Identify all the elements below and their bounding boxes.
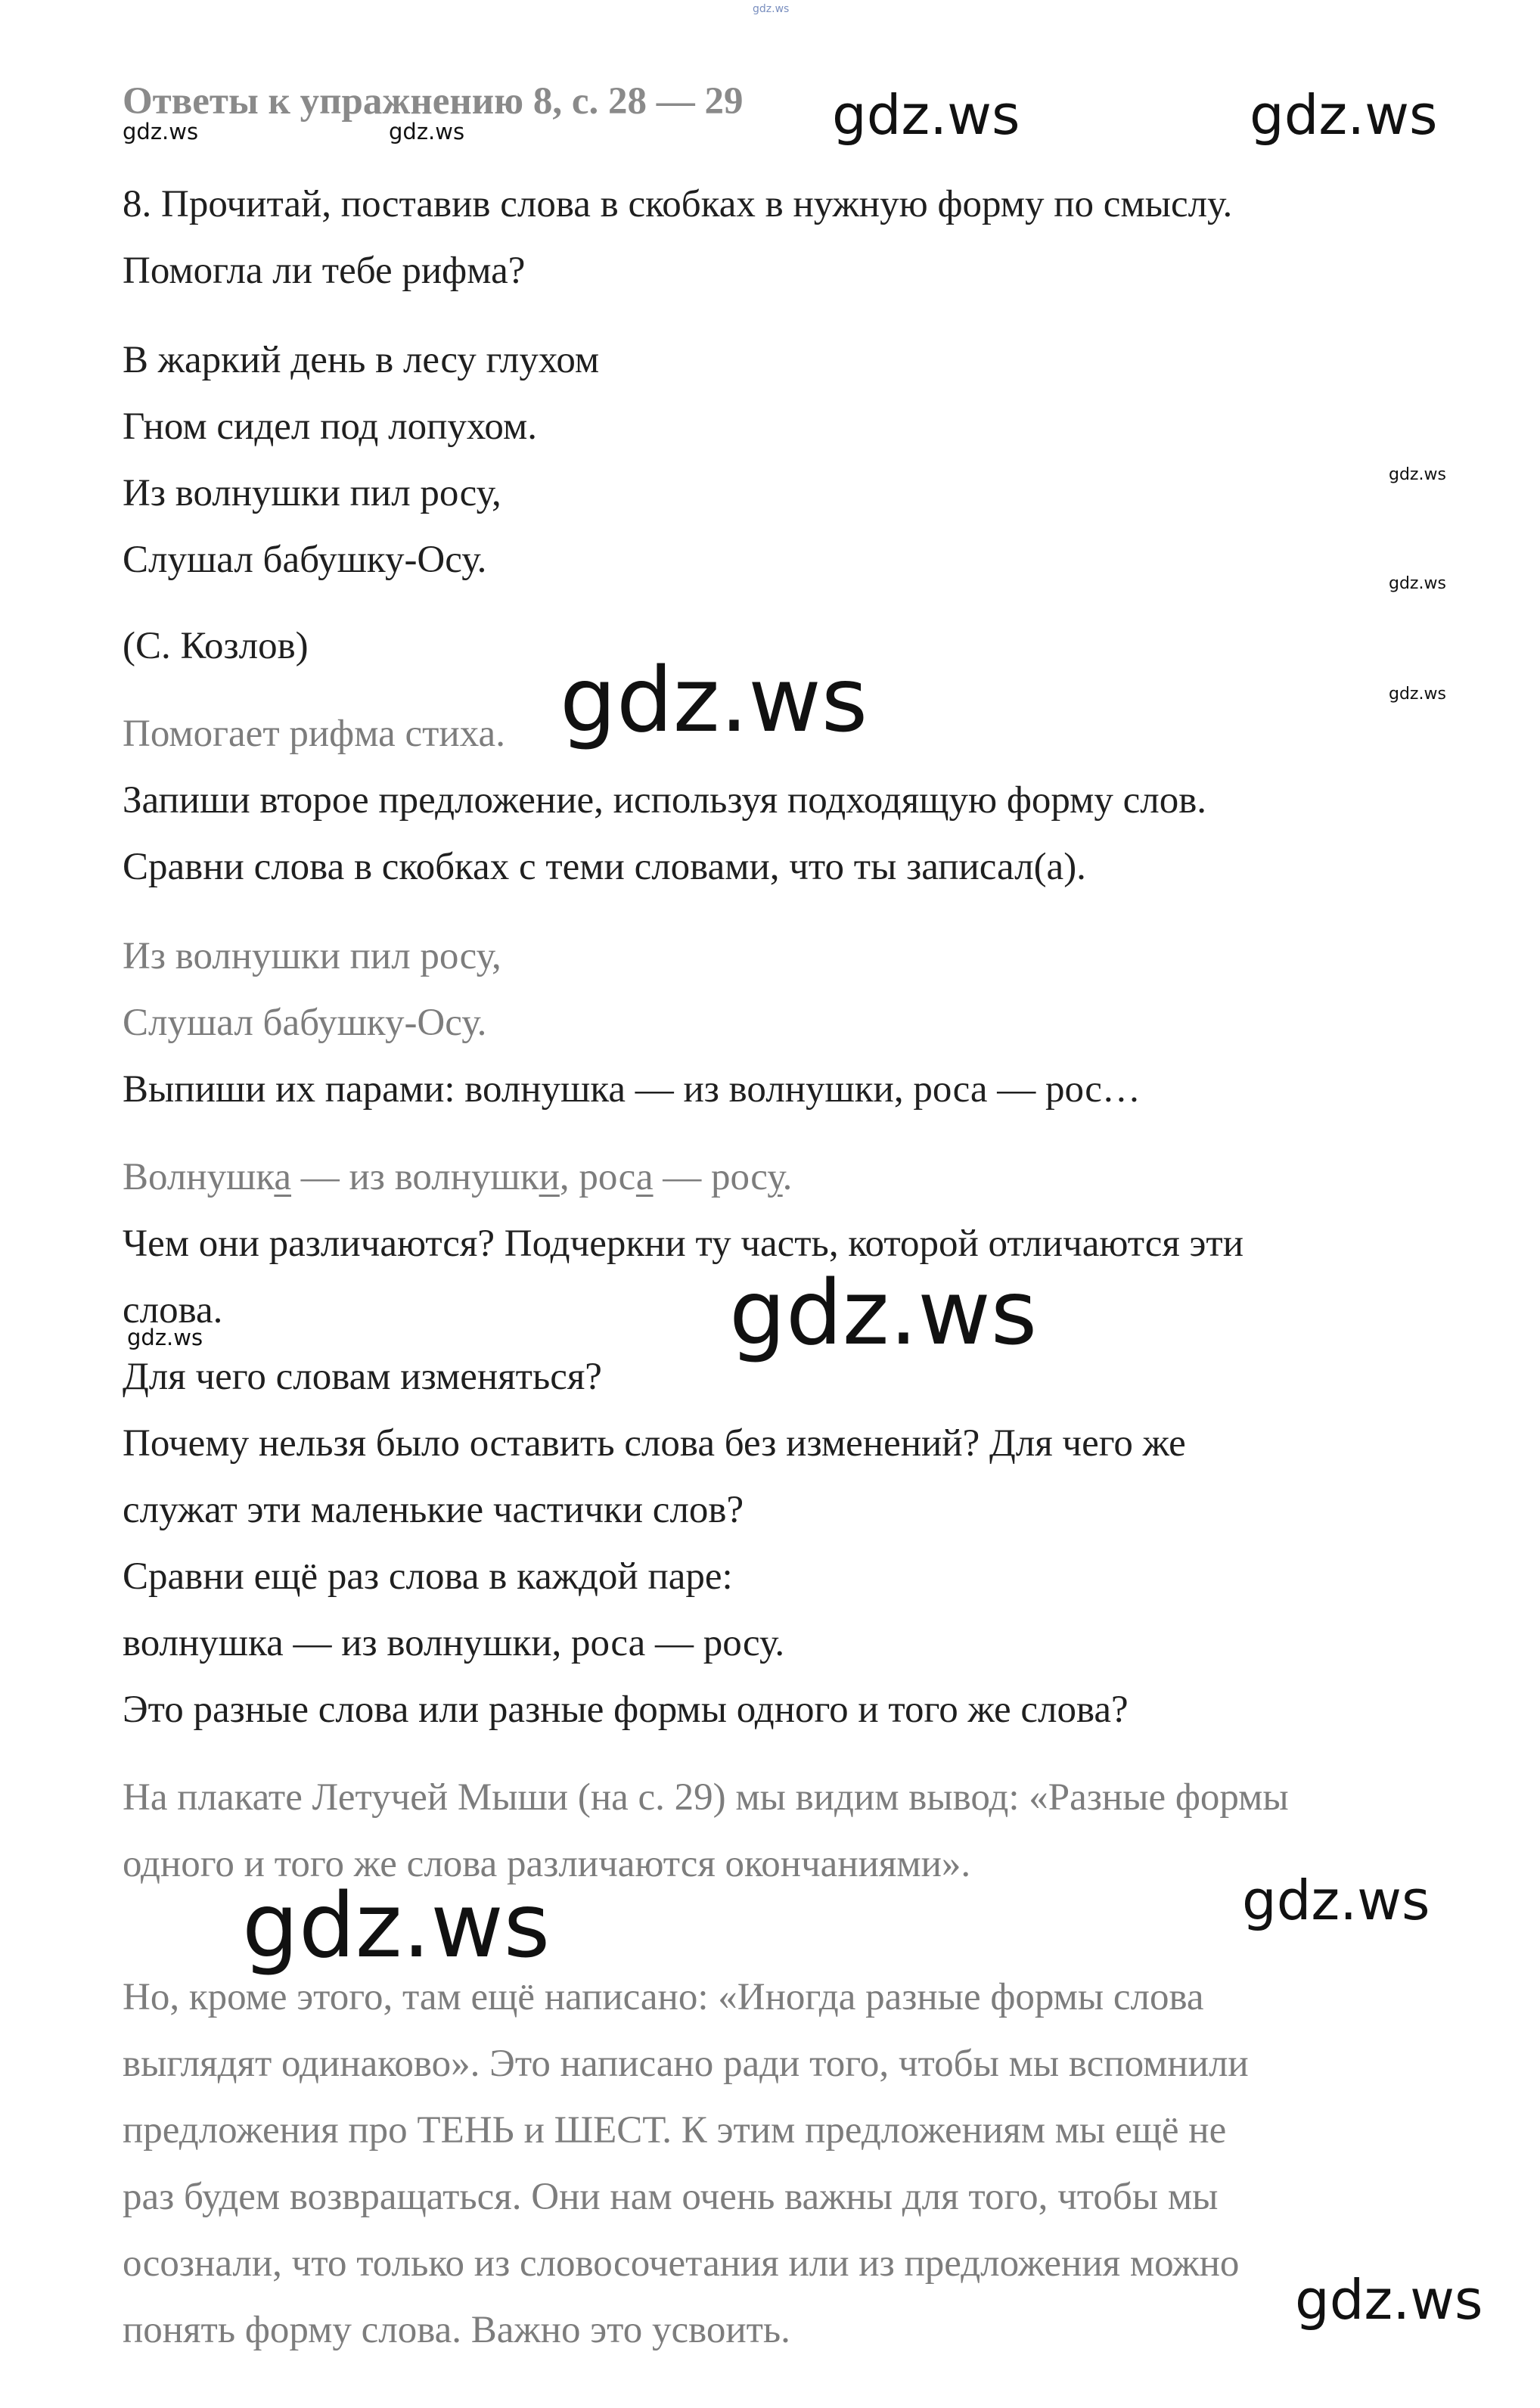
- task2-line-1: Запиши второе предложение, используя подходящую форму слов.: [123, 779, 1207, 822]
- task4-line-1: Чем они различаются? Подчеркни ту часть, которой отличаются эти: [123, 1223, 1244, 1265]
- task-line-2: Помогла ли тебе рифма?: [123, 250, 526, 292]
- answer3-part-3: , рос: [559, 1156, 636, 1198]
- answer-5-line-5: осознали, что только из словосочетания или из предложения можно: [123, 2242, 1240, 2285]
- answer-5-line-2: выглядят одинаково». Это написано ради того, чтобы мы вспомнили: [123, 2043, 1249, 2085]
- watermark-bottom-right: gdz.ws: [1295, 2268, 1483, 2332]
- answer-5-line-6: понять форму слова. Важно это усвоить.: [123, 2309, 790, 2351]
- page-title: Ответы к упражнению 8, с. 28 — 29: [123, 80, 744, 123]
- task4-line-7: волнушка — из волнушки, роса — росу.: [123, 1622, 785, 1664]
- answer-4-line-2: одного и того же слова различаются окончаниями».: [123, 1843, 971, 1885]
- answer3-part-2: — из волнушк: [291, 1156, 539, 1198]
- poem-line-1: В жаркий день в лесу глухом: [123, 339, 600, 381]
- task2-line-2: Сравни слова в скобках с теми словами, что ты записал(а).: [123, 846, 1086, 888]
- answer-5-line-3: предложения про ТЕНЬ и ШЕСТ. К этим предложениям мы ещё не: [123, 2109, 1227, 2152]
- watermark-header-1: gdz.ws: [832, 83, 1020, 147]
- watermark-top: gdz.ws: [753, 3, 790, 15]
- poem-line-4: Слушал бабушку-Осу.: [123, 539, 487, 581]
- answer3-part-4: — рос: [653, 1156, 768, 1198]
- answer-2-line-1: Из волнушки пил росу,: [123, 935, 501, 977]
- poem-line-3: Из волнушки пил росу,: [123, 472, 501, 514]
- task-line-1: 8. Прочитай, поставив слова в скобках в нужную форму по смыслу.: [123, 183, 1233, 225]
- watermark-right-3: gdz.ws: [1389, 685, 1446, 704]
- answer-5-line-4: раз будем возвращаться. Они нам очень важны для того, чтобы мы: [123, 2176, 1219, 2218]
- watermark-large-3: gdz.ws: [242, 1873, 551, 1978]
- watermark-small-1: gdz.ws: [123, 119, 199, 144]
- task4-line-5: служат эти маленькие частички слов?: [123, 1489, 744, 1531]
- answer-3: [123, 1154, 792, 1200]
- poem-author: (С. Козлов): [123, 625, 309, 667]
- answer3-ending-4: у: [767, 1156, 783, 1198]
- watermark-header-2: gdz.ws: [1250, 83, 1438, 147]
- answer-4-line-1: На плакате Летучей Мыши (на с. 29) мы видим вывод: «Разные формы: [123, 1776, 1289, 1819]
- task4-line-3: Для чего словам изменяться?: [123, 1356, 602, 1398]
- task4-line-8: Это разные слова или разные формы одного и того же слова?: [123, 1689, 1129, 1731]
- watermark-large-2: gdz.ws: [729, 1260, 1038, 1365]
- watermark-small-3: gdz.ws: [127, 1325, 203, 1350]
- answer3-ending-1: а: [274, 1156, 292, 1198]
- answer-1: Помогает рифма стиха.: [123, 713, 505, 755]
- task4-line-6: Сравни ещё раз слова в каждой паре:: [123, 1555, 733, 1598]
- watermark-small-2: gdz.ws: [389, 119, 465, 144]
- answer-5-line-1: Но, кроме этого, там ещё написано: «Иногда разные формы слова: [123, 1976, 1204, 2018]
- watermark-right-1: gdz.ws: [1389, 465, 1446, 484]
- watermark-right-large: gdz.ws: [1242, 1869, 1430, 1932]
- answer3-ending-2: и: [539, 1156, 560, 1198]
- watermark-large-1: gdz.ws: [560, 648, 868, 752]
- answer3-tail: .: [782, 1156, 793, 1198]
- answer3-ending-3: а: [635, 1156, 654, 1198]
- answer3-part-1: Волнушк: [123, 1156, 275, 1198]
- task4-line-4: Почему нельзя было оставить слова без изменений? Для чего же: [123, 1422, 1186, 1465]
- poem-line-2: Гном сидел под лопухом.: [123, 405, 537, 448]
- answer-2-line-2: Слушал бабушку-Осу.: [123, 1002, 487, 1044]
- watermark-right-2: gdz.ws: [1389, 574, 1446, 593]
- task4-line-2: слова.: [123, 1289, 223, 1331]
- task3: Выпиши их парами: волнушка — из волнушки, роса — рос…: [123, 1068, 1141, 1111]
